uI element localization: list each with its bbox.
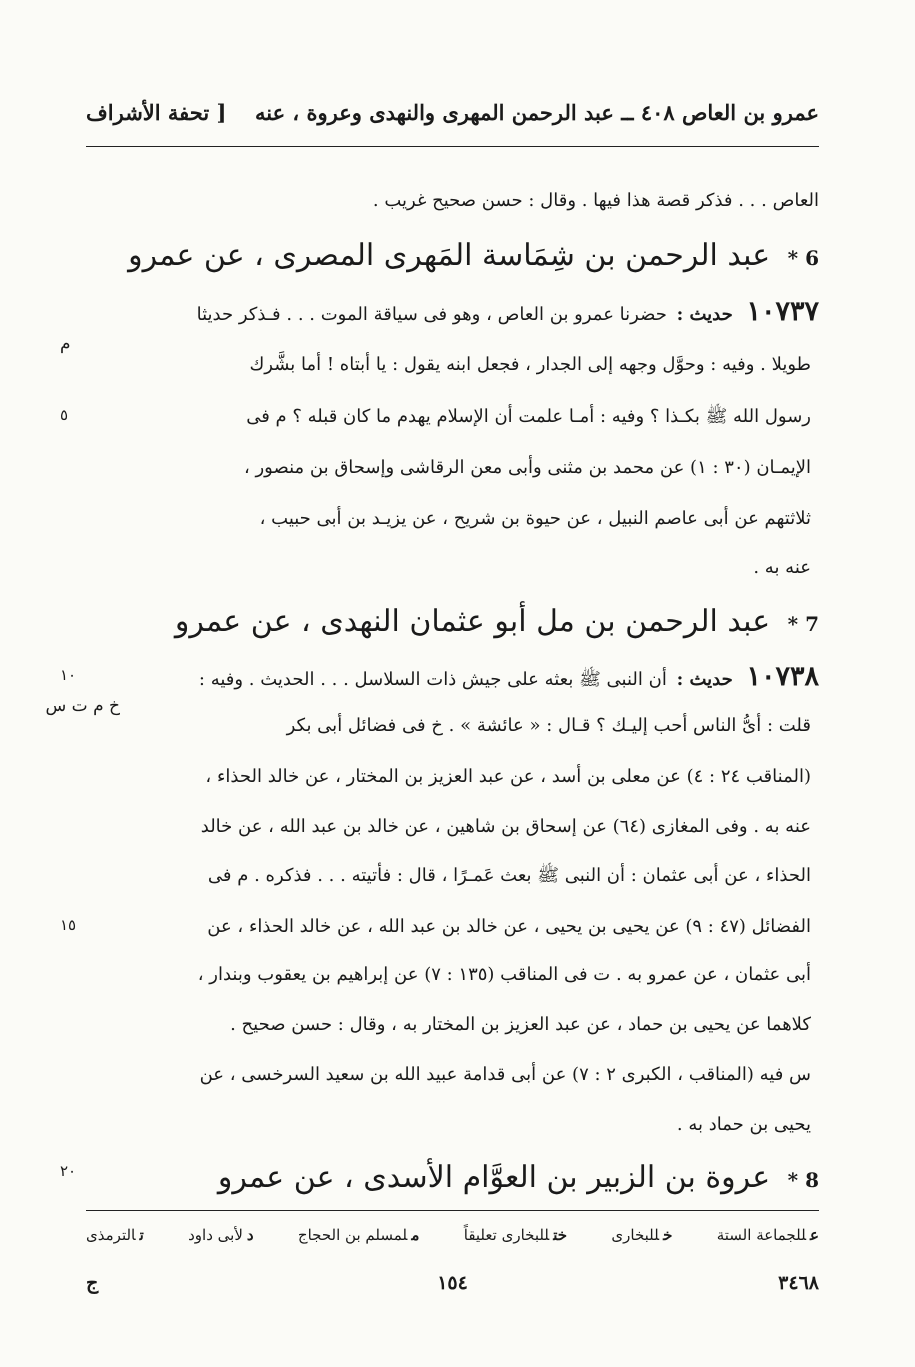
legend-item: عللجماعة الستة [716,1226,819,1244]
line-number: ٥ [60,406,69,424]
running-header-title: عمرو بن العاص ٤٠٨ ــ عبد الرحمن المهرى والنهدى وعروة ، عنه [254,100,819,125]
legend-item: ختللبخارى تعليقاً [463,1226,568,1244]
section-number: 7 * [787,612,819,636]
running-header-book: [ تحفة الأشراف [86,100,227,125]
page-footer [86,1272,819,1302]
margin-sigla: م [60,334,71,354]
running-header [86,100,819,125]
text-line: طويلا . وفيه : وحوَّل وجهه إلى الجدار ، فجعل ابنه يقول : يا أبتاه ! أما بشَّرك [249,354,811,375]
text-line: س فيه (المناقب ، الكبرى ٢ : ٧) عن أبى قدامة عبيد الله بن سعيد السرخسى ، عن [199,1064,811,1085]
section-heading-8 [150,1156,819,1202]
section-heading-7 [150,600,819,646]
line-number: ١٠ [60,666,77,684]
section-title: عبد الرحمن بن مل أبو عثمان النهدى ، عن عمرو [174,604,771,639]
text-line: أبى عثمان ، عن عمرو به . ت فى المناقب (١٣٥ : ٧) عن إبراهيم بن يعقوب وبندار ، [197,964,811,985]
text-line: الحذاء ، عن أبى عثمان : أن النبى ﷺ بعث عَمـرًا ، قال : فأتيته . . . فذكره . م فى [207,865,811,886]
text-line: الفضائل (٤٧ : ٩) عن يحيى بن يحيى ، عن خالد بن عبد الله ، عن خالد الحذاء ، عن [207,916,811,937]
text-line: عنه به . وفى المغازى (٦٤) عن إسحاق بن شاهين ، عن خالد بن عبد الله ، عن خالد [200,816,811,837]
hadith-text: حضرنا عمرو بن العاص ، وهو فى سياقة الموت . . . فـذكر حديثا [196,304,667,325]
section-number: 6 * [787,246,819,270]
hadith-label: حديث : [676,669,733,690]
page-number: ١٥٤ [437,1272,468,1294]
legend-item: تالترمذى [86,1226,144,1244]
text-line: الإيمـان (٣٠ : ١) عن محمد بن مثنى وأبى معن الرقاشى وإسحاق بن منصور ، [243,457,811,478]
text-line: ثلاثتهم عن أبى عاصم النبيل ، عن حيوة بن شريح ، عن يزيـد بن أبى حبيب ، [259,508,811,529]
hadith-number: ١٠٧٣٧ [746,296,819,327]
volume-mark: ج [86,1272,99,1294]
legend-item: خللبخارى [611,1226,673,1244]
text-line: يحيى بن حماد به . [676,1114,811,1135]
line-number: ١٥ [60,916,77,934]
text-line: كلاهما عن يحيى بن حماد ، عن عبد العزيز بن المختار به ، وقال : حسن صحيح . [230,1014,811,1035]
legend-item: دلأبى داود [188,1226,254,1244]
hadith-number: ١٠٧٣٨ [746,661,819,692]
hadith-label: حديث : [676,304,733,325]
section-title: عروة بن الزبير بن العوَّام الأسدى ، عن عمرو [217,1160,771,1195]
text-line: (المناقب ٢٤ : ٤) عن معلى بن أسد ، عن عبد العزيز بن المختار ، عن خالد الحذاء ، [205,766,811,787]
text-line: عنه به . [753,557,811,578]
section-number: 8 * [787,1168,819,1192]
section-heading-6 [128,234,819,280]
hadith-text: أن النبى ﷺ بعثه على جيش ذات السلاسل . . . الحديث . وفيه : [198,669,667,690]
text-line: العاص . . . فذكر قصة هذا فيها . وقال : حسن صحيح غريب . [372,190,819,211]
header-rule [86,146,819,147]
hadith-10738-line [120,662,819,695]
sigla-legend [86,1226,819,1244]
line-number: ٢٠ [60,1162,77,1180]
text-line: قلت : أىُّ الناس أحب إليـك ؟ قـال : « عائشة » . خ فى فضائل أبى بكر [286,715,811,736]
footer-rule [86,1210,819,1211]
text-line: رسول الله ﷺ بكـذا ؟ وفيه : أمـا علمت أن الإسلام يهدم ما كان قبله ؟ م فى [246,406,811,427]
hadith-10737-line [120,297,819,330]
entry-number: ٣٤٦٨ [778,1272,819,1294]
legend-item: ملمسلم بن الحجاج [297,1226,420,1244]
margin-sigla: خ م ت س [45,696,120,716]
section-title: عبد الرحمن بن شِمَاسة المَهرى المصرى ، عن عمرو [128,238,771,273]
